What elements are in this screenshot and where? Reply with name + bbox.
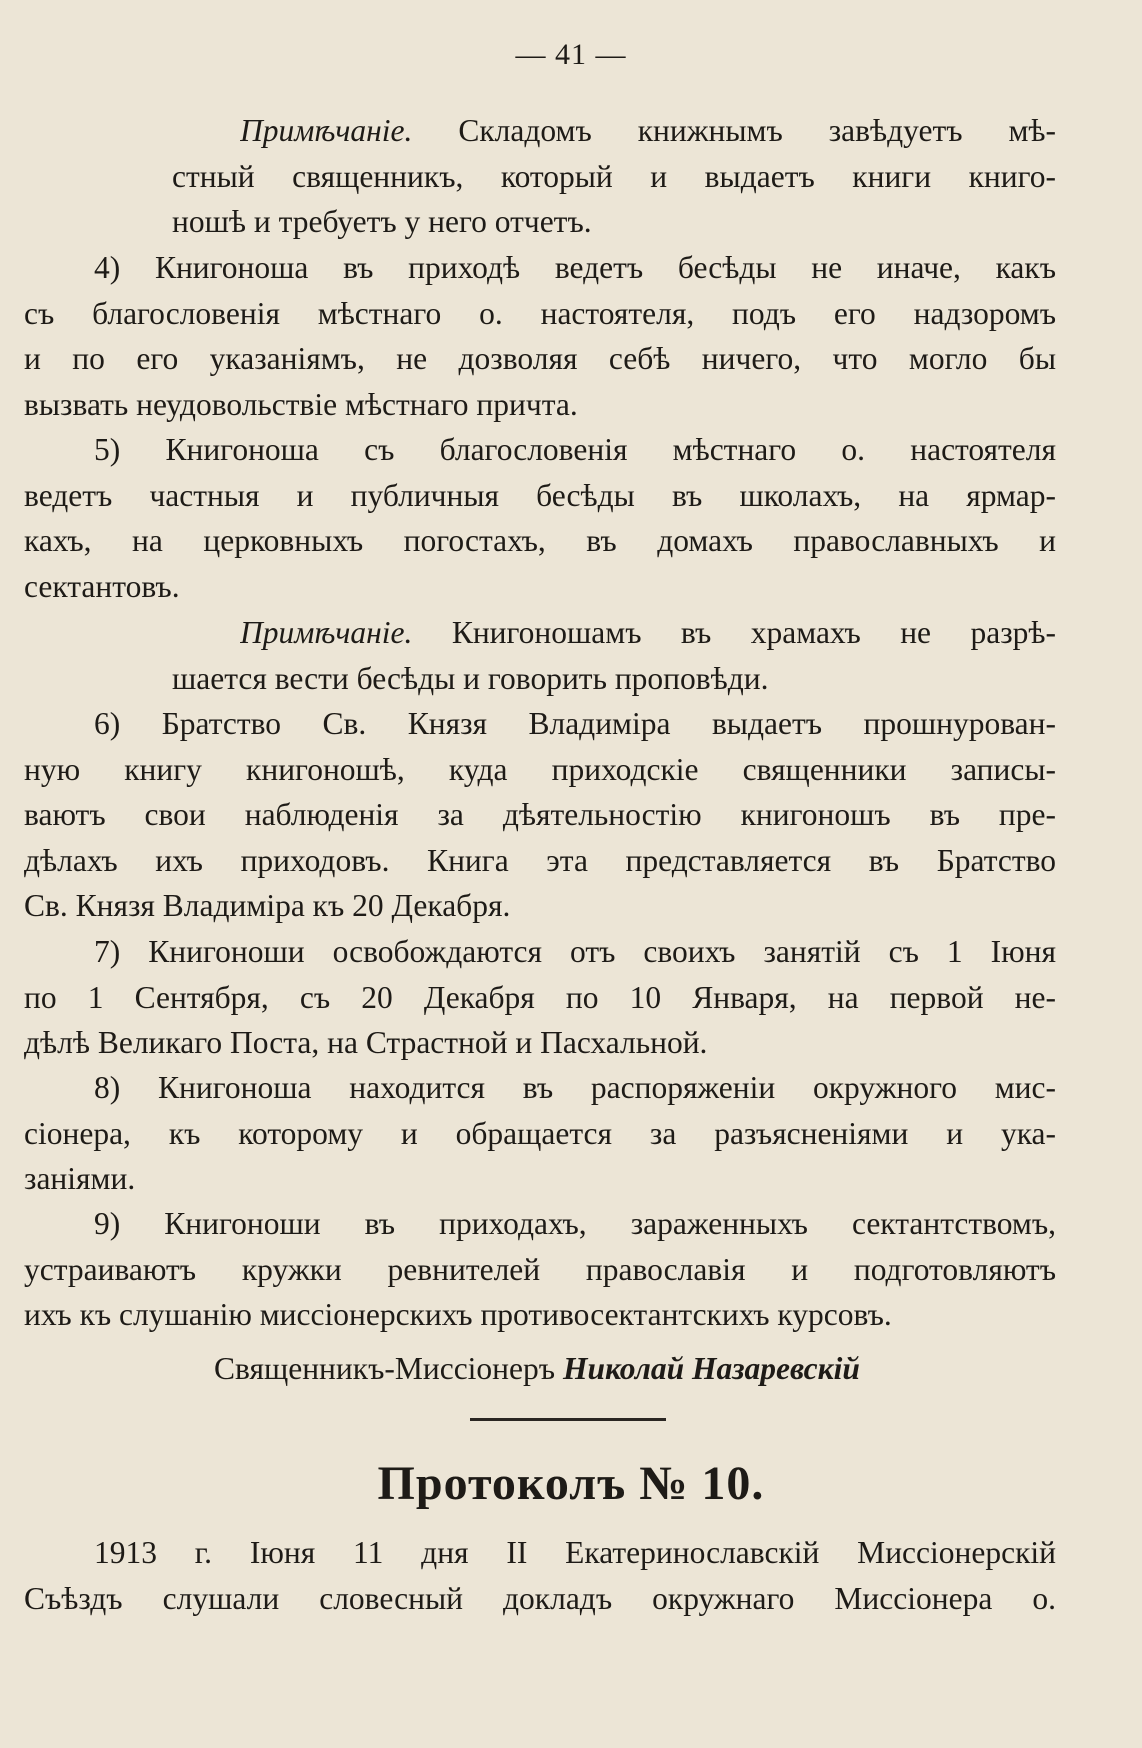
signature-title: Священникъ-Миссіонеръ [214,1351,556,1386]
item-5-line-4: сектантовъ. [24,568,180,604]
item-9-line-2: устраиваютъ кружки ревнителей православія и подготовляютъ [24,1251,1056,1287]
item-7-line-2: по 1 Сентября, съ 20 Декабря по 10 Января, на первой не- [24,979,1056,1015]
note-1-line-2: стный священникъ, который и выдаетъ книги книго- [172,158,1056,194]
item-4-line-4: вызвать неудовольствіе мѣстнаго причта. [24,386,578,422]
item-9-line-1: 9) Книгоноши въ приходахъ, зараженныхъ сектантствомъ, [94,1206,1056,1241]
item-6-line-5: Св. Князя Владиміра къ 20 Декабря. [24,888,511,923]
note-1 [24,108,1056,245]
signature [214,1346,1014,1392]
note-2-label: Примѣчаніе. [240,615,413,650]
item-8-line-2: сіонера, къ которому и обращается за разъясненіями и ука- [24,1115,1056,1151]
paragraph-item-4 [24,245,1056,427]
note-1-line-3: ношѣ и требуетъ у него отчетъ. [172,204,592,239]
item-6-line-1: 6) Братство Св. Князя Владиміра выдаетъ прошнурован- [94,706,1056,741]
note-2-line-1-text: Книгоношамъ въ храмахъ не разрѣ- [451,615,1056,650]
paragraph-item-6 [24,701,1056,929]
item-8-line-3: заніями. [24,1161,136,1196]
item-5-line-3: кахъ, на церковныхъ погостахъ, въ домахъ православныхъ и [24,523,1056,558]
item-7-line-3: дѣлѣ Великаго Поста, на Страстной и Пасхальной. [24,1025,708,1060]
item-6-line-2: ную книгу книгоношѣ, куда приходскіе священники записы- [24,751,1056,787]
note-1-line-1 [240,108,1056,154]
signature-name: Николай Назаревскій [562,1351,860,1386]
paragraph-item-5 [24,427,1056,609]
page-number: — 41 — [515,38,627,71]
note-2-line-1 [240,610,1056,656]
item-6-line-4: дѣлахъ ихъ приходовъ. Книга эта представляется въ Братство [24,842,1056,878]
item-4-line-3: и по его указаніямъ, не дозволяя себѣ ничего, что могло бы [24,341,1056,376]
note-1-line-1-text: Складомъ книжнымъ завѣдуетъ мѣ- [458,113,1056,148]
item-4-line-1: 4) Книгоноша въ приходѣ ведетъ бесѣды не иначе, какъ [94,250,1056,285]
item-5-line-2: ведетъ частныя и публичныя бесѣды въ школахъ, на ярмар- [24,477,1056,513]
note-1-label: Примѣчаніе. [240,113,413,148]
paragraph-protocol-10 [24,1530,1056,1621]
note-2-line-2: шается вести бесѣды и говорить проповѣди. [172,660,769,696]
item-5-line-1: 5) Книгоноша съ благословенія мѣстнаго о. настоятеля [94,432,1056,467]
item-4-line-2: съ благословенія мѣстнаго о. настоятеля, подъ его надзоромъ [24,295,1056,331]
item-6-line-3: ваютъ свои наблюденія за дѣятельностію книгоношъ въ пре- [24,797,1056,832]
item-9-line-3: ихъ къ слушанію миссіонерскихъ противосектантскихъ курсовъ. [24,1297,892,1332]
protocol-heading: Протоколъ № 10. [377,1457,765,1510]
item-8-line-1: 8) Книгоноша находится въ распоряженіи окружного мис- [94,1070,1056,1105]
paragraph-item-8 [24,1065,1056,1202]
paragraph-item-9 [24,1201,1056,1338]
protocol-10-line-1: 1913 г. Іюня 11 дня II Екатеринославскій Миссіонерскій [94,1535,1056,1570]
paragraph-item-7 [24,929,1056,1066]
item-7-line-1: 7) Книгоноши освобождаются отъ своихъ занятій съ 1 Іюня [94,934,1056,969]
section-divider [470,1418,666,1421]
protocol-10-line-2: Съѣздъ слушали словесный докладъ окружнаго Миссіонера о. [24,1580,1056,1616]
note-2 [24,610,1056,701]
